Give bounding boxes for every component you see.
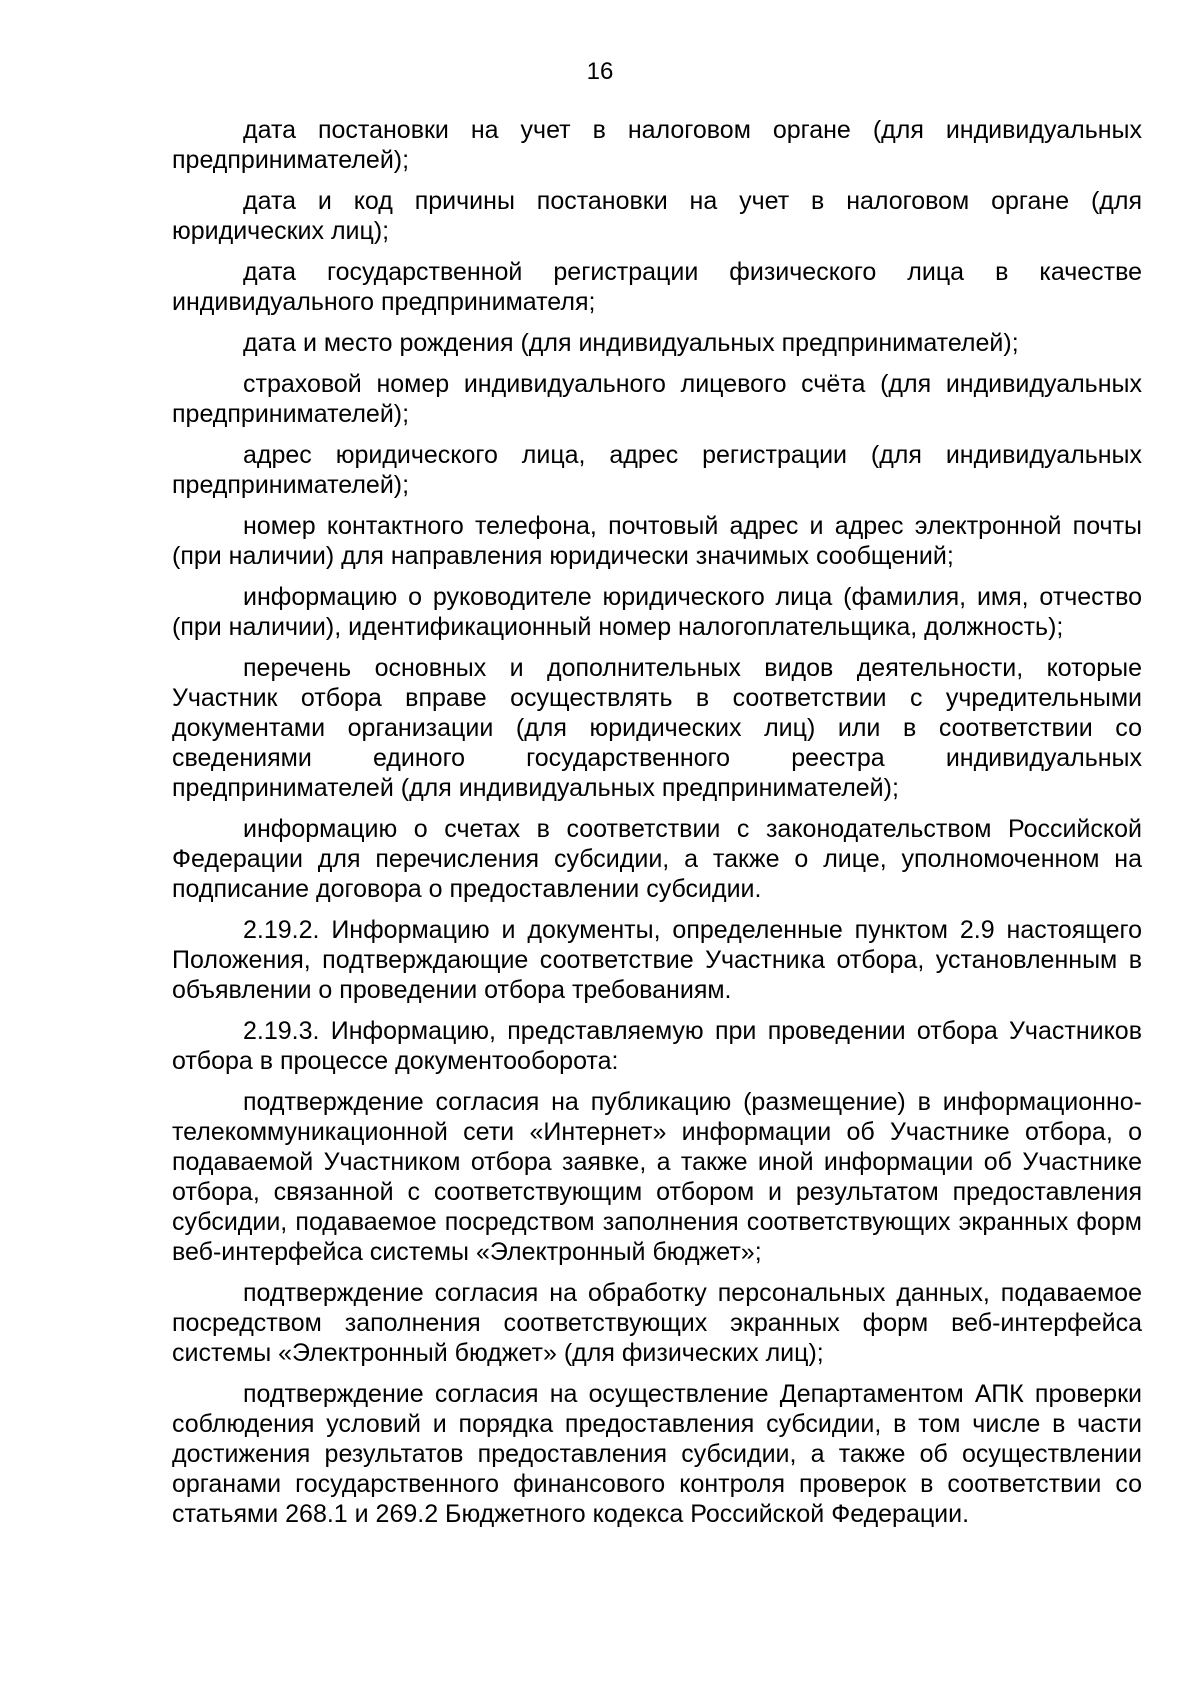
paragraph-registration-reason-code: дата и код причины постановки на учет в налоговом органе (для юридических лиц); [172,187,1142,245]
paragraph-publication-consent: подтверждение согласия на публикацию (размещение) в информационно-телекоммуникационной сети «Интернет» информации об Участнике отбора, о подаваемой Участником отбора заявке, а также иной информации об Участнике отбора, связанной с соответствующим отбором и результатом предоставления субсидии, подаваемое посредством заполнения соответствующих экранных форм веб-интерфейса системы «Электронный бюджет»; [172,1088,1142,1266]
paragraph-clause-2-19-3: 2.19.3. Информацию, представляемую при проведении отбора Участников отбора в процессе документооборота: [172,1017,1142,1075]
paragraph-legal-address: адрес юридического лица, адрес регистрации (для индивидуальных предпринимателей); [172,441,1142,499]
paragraph-head-information: информацию о руководителе юридического лица (фамилия, имя, отчество (при наличии), идентификационный номер налогоплательщика, должность); [172,583,1142,641]
paragraph-birth-date-place: дата и место рождения (для индивидуальных предпринимателей); [243,329,1019,357]
paragraph-inspection-consent: подтверждение согласия на осуществление Департаментом АПК проверки соблюдения условий и порядка предоставления субсидии, в том числе в части достижения результатов предоставления субсидии, а также об осуществлении органами государственного финансового контроля проверок в соответствии со статьями 268.1 и 269.2 Бюджетного кодекса Российской Федерации. [172,1380,1142,1528]
paragraph-contact-details: номер контактного телефона, почтовый адрес и адрес электронной почты (при наличии) для направления юридически значимых сообщений; [172,512,1142,570]
document-body [172,115,1142,1540]
paragraph-state-registration-date: дата государственной регистрации физического лица в качестве индивидуального предпринимателя; [172,258,1142,316]
paragraph-insurance-account-number: страховой номер индивидуального лицевого счёта (для индивидуальных предпринимателей); [172,370,1142,428]
page-number: 16 [586,58,614,85]
paragraph-bank-accounts: информацию о счетах в соответствии с законодательством Российской Федерации для перечисления субсидии, а также о лице, уполномоченном на подписание договора о предоставлении субсидии. [172,815,1142,903]
paragraph-activity-types: перечень основных и дополнительных видов деятельности, которые Участник отбора вправе осуществлять в соответствии с учредительными документами организации (для юридических лиц) или в соответствии со сведениями единого государственного реестра индивидуальных предпринимателей (для индивидуальных предпринимателей); [172,654,1142,802]
paragraph-personal-data-consent: подтверждение согласия на обработку персональных данных, подаваемое посредством заполнения соответствующих экранных форм веб-интерфейса системы «Электронный бюджет» (для физических лиц); [172,1279,1142,1367]
paragraph-clause-2-19-2: 2.19.2. Информацию и документы, определенные пунктом 2.9 настоящего Положения, подтверждающие соответствие Участника отбора, установленным в объявлении о проведении отбора требованиям. [172,916,1142,1004]
paragraph-tax-registration-date: дата постановки на учет в налоговом органе (для индивидуальных предпринимателей); [172,116,1142,174]
